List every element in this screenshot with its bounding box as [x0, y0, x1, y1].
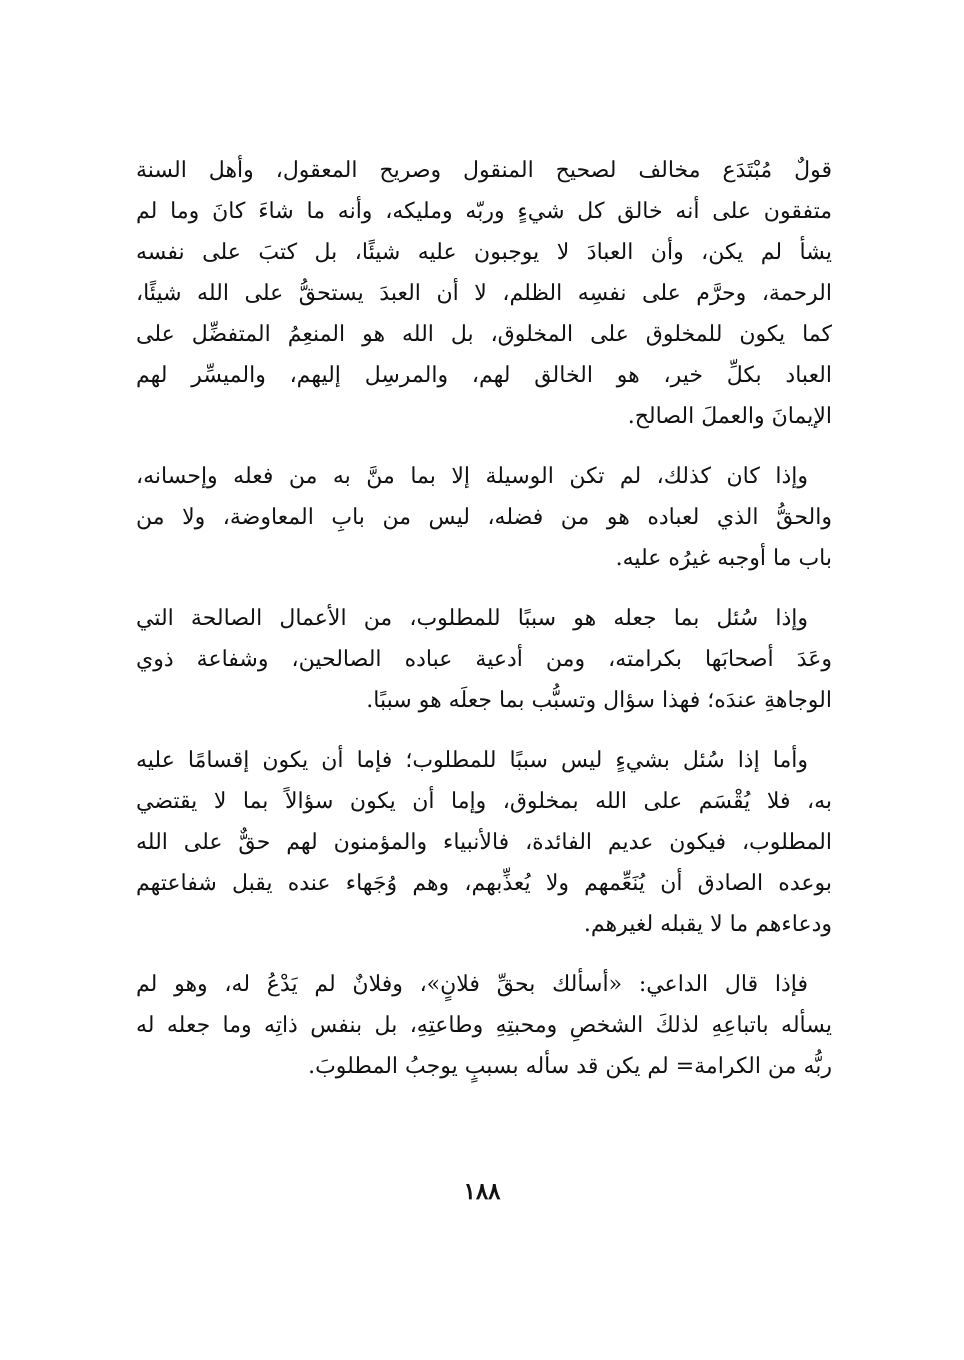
text-line: الوجاهةِ عندَه؛ فهذا سؤال وتسبُّب بما جعلَه هو سببًا. [366, 688, 832, 713]
text-line: وإذا كان كذلك، لم تكن الوسيلة إلا بما منَّ به من فعله وإحسانه، [136, 464, 808, 489]
text-line: كما يكون للمخلوق على المخلوق، بل الله هو المنعِمُ المتفضِّل على [136, 322, 832, 347]
text-line: وإذا سُئل بما جعله هو سببًا للمطلوب، من الأعمال الصالحة التي [136, 606, 808, 631]
paragraph-2 [136, 456, 832, 579]
text-line: الرحمة، وحرَّم على نفسِه الظلم، لا أن العبدَ يستحقُّ على الله شيئًا، [136, 281, 832, 306]
paragraph-5 [136, 964, 832, 1087]
text-line: ربُّه من الكرامة= لم يكن قد سأله بسببٍ يوجبُ المطلوبَ. [308, 1054, 832, 1079]
text-line: وأما إذا سُئل بشيءٍ ليس سببًا للمطلوب؛ فإما أن يكون إقسامًا عليه [136, 748, 808, 773]
paragraph-3 [136, 598, 832, 721]
text-line: والحقُّ الذي لعباده هو من فضله، ليس من بابِ المعاوضة، ولا من [136, 505, 832, 530]
text-line: يشأ لم يكن، وأن العبادَ لا يوجبون عليه شيئًا، بل كتبَ على نفسه [136, 240, 832, 265]
text-line: العباد بكلِّ خير، هو الخالق لهم، والمرسِل إليهم، والميسِّر لهم [136, 363, 832, 388]
text-line: المطلوب، فيكون عديم الفائدة، فالأنبياء والمؤمنون لهم حقٌّ على الله [136, 830, 832, 855]
paragraph-4 [136, 740, 832, 945]
text-line: يسأله باتباعِهِ لذلكَ الشخصِ ومحبتِهِ وطاعتِهِ، بل بنفس ذاتِه وما جعله له [136, 1013, 832, 1038]
text-line: قولٌ مُبْتَدَع مخالف لصحيح المنقول وصريح المعقول، وأهل السنة [136, 158, 832, 183]
text-line: ودعاءهم ما لا يقبله لغيرهم. [583, 912, 832, 937]
text-line: فإذا قال الداعي: «أسألك بحقِّ فلانٍ»، وفلانٌ لم يَدْعُ له، وهو لم [136, 972, 808, 997]
paragraph-1 [136, 150, 832, 437]
text-line: متفقون على أنه خالق كل شيءٍ وربّه ومليكه، وأنه ما شاءَ كانَ وما لم [136, 199, 832, 224]
text-line: به، فلا يُقْسَم على الله بمخلوق، وإما أن يكون سؤالاً بما لا يقتضي [136, 789, 832, 814]
body-text [136, 150, 832, 1106]
text-line: بوعده الصادق أن يُنَعِّمهم ولا يُعذِّبهم، وهم وُجَهاء عنده يقبل شفاعتهم [136, 871, 832, 896]
text-line: باب ما أوجبه غيرُه عليه. [615, 546, 832, 571]
page-number: ١٨٨ [463, 1178, 501, 1205]
text-line: الإيمانَ والعملَ الصالح. [627, 404, 832, 429]
text-line: وعَدَ أصحابَها بكرامته، ومن أدعية عباده الصالحين، وشفاعة ذوي [136, 647, 832, 672]
